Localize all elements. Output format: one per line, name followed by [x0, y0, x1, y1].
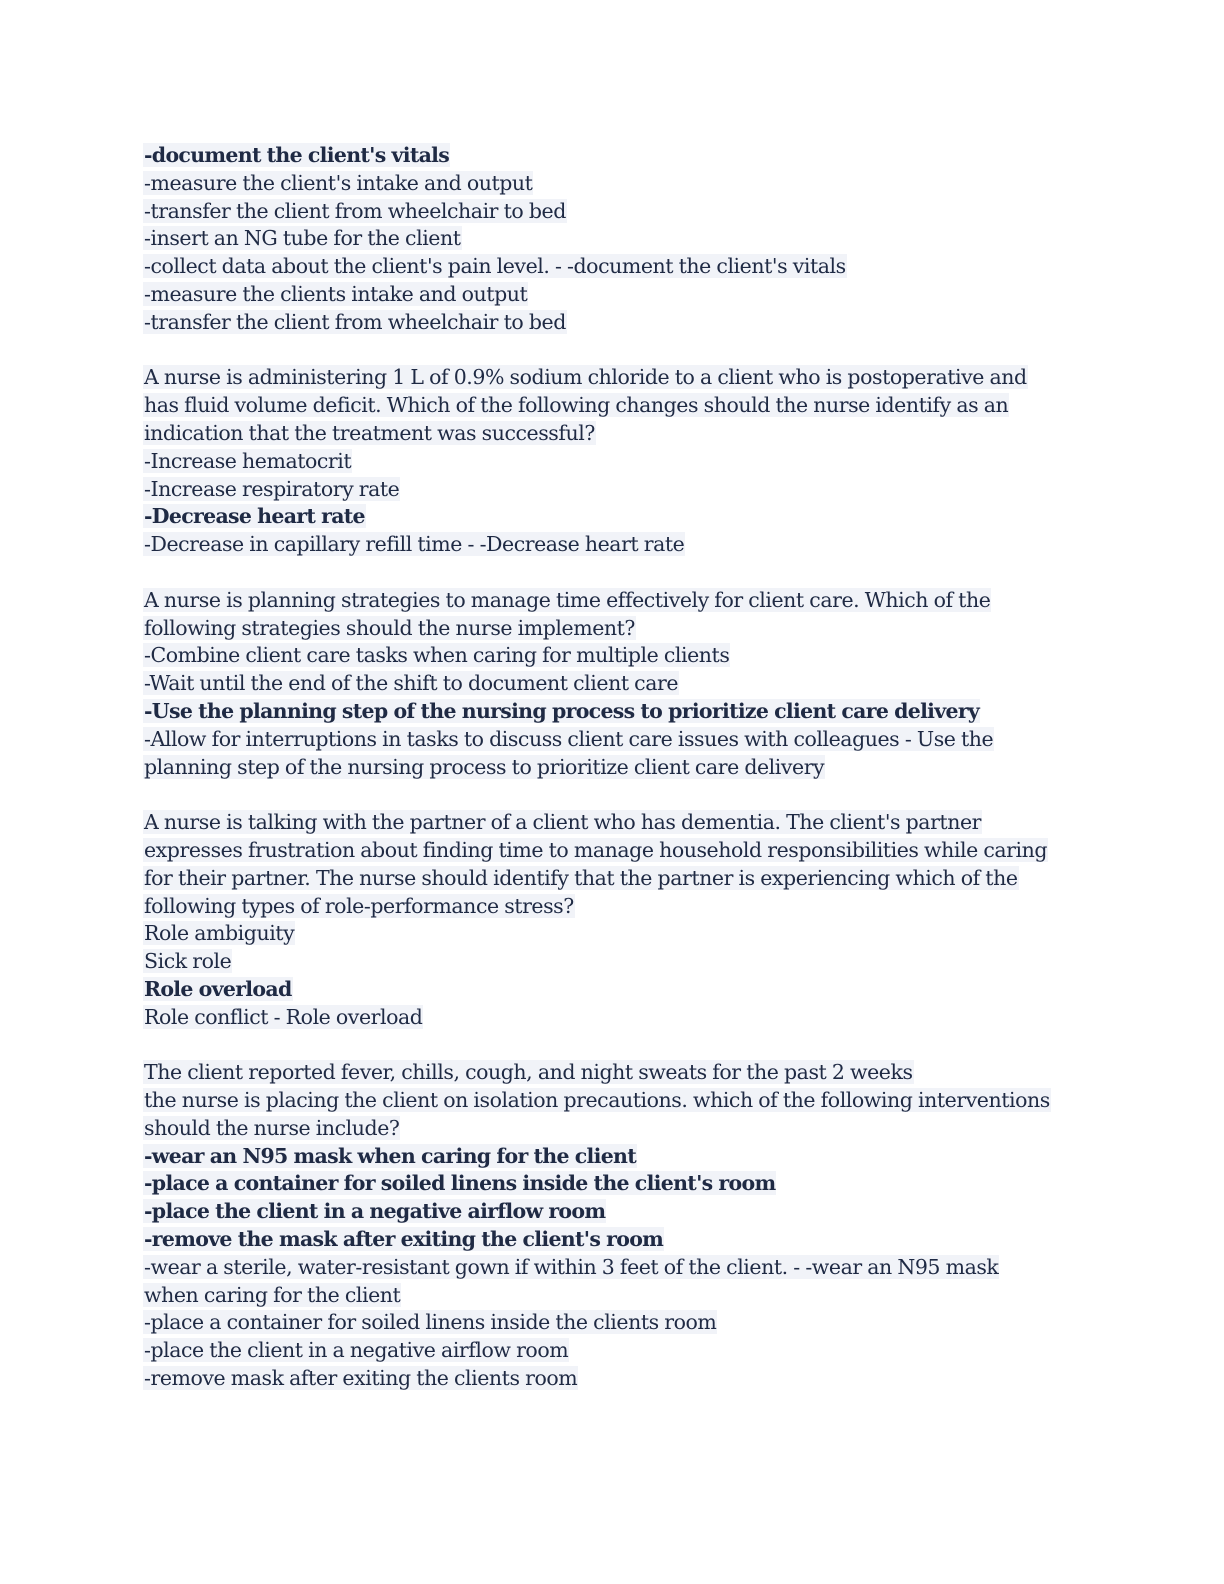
line-text: -Allow for interruptions in tasks to discuss client care issues with colleagues - Use the	[144, 726, 994, 751]
line-text: -place a container for soiled linens inside the client's room	[144, 1171, 776, 1196]
text-line	[143, 587, 1083, 615]
line-text: when caring for the client	[144, 1282, 401, 1307]
line-text: -Increase hematocrit	[144, 448, 352, 473]
answer-line	[143, 1198, 1083, 1226]
text-line	[143, 754, 1083, 782]
line-text: should the nurse include?	[144, 1115, 400, 1140]
text-line	[143, 1282, 1083, 1310]
text-line	[143, 615, 1083, 643]
line-text: -place a container for soiled linens inside the clients room	[144, 1310, 717, 1335]
line-text: -measure the client's intake and output	[144, 170, 533, 195]
text-line	[143, 309, 1083, 337]
text-line	[143, 642, 1083, 670]
text-line	[143, 1365, 1083, 1393]
line-text: -wear an N95 mask when caring for the client	[144, 1143, 637, 1168]
line-text: -document the client's vitals	[144, 143, 450, 167]
line-text: A nurse is talking with the partner of a client who has dementia. The client's partner	[144, 810, 982, 835]
text-line	[143, 726, 1083, 754]
line-text: -Decrease in capillary refill time - -Decrease heart rate	[144, 532, 685, 557]
text-line	[143, 1059, 1083, 1087]
text-line	[143, 476, 1083, 504]
line-text: -place the client in a negative airflow room	[144, 1338, 569, 1363]
answer-line	[143, 698, 1083, 726]
text-line	[143, 448, 1083, 476]
line-text: -remove mask after exiting the clients room	[144, 1366, 578, 1391]
text-line	[143, 809, 1083, 837]
line-text: -Increase respiratory rate	[144, 476, 400, 501]
line-text: Role conflict - Role overload	[144, 1004, 423, 1029]
line-text: -place the client in a negative airflow room	[144, 1199, 606, 1224]
line-text: -Combine client care tasks when caring for multiple clients	[144, 643, 730, 668]
text-line	[143, 170, 1083, 198]
line-text: -wear a sterile, water-resistant gown if within 3 feet of the client. - -wear an N95 mask	[144, 1254, 999, 1279]
text-line	[143, 531, 1083, 559]
text-line	[143, 920, 1083, 948]
line-text: -collect data about the client's pain level. - -document the client's vitals	[144, 254, 846, 279]
line-text: -Use the planning step of the nursing process to prioritize client care delivery	[144, 698, 980, 723]
text-line	[143, 420, 1083, 448]
line-text: expresses frustration about finding time to manage household responsibilities while caring	[144, 837, 1048, 862]
text-line	[143, 225, 1083, 253]
line-text: for their partner. The nurse should identify that the partner is experiencing which of the	[144, 865, 1018, 890]
line-text: Role ambiguity	[144, 921, 295, 946]
line-text: A nurse is administering 1 L of 0.9% sodium chloride to a client who is postoperative and	[144, 365, 1027, 390]
answer-line	[143, 1170, 1083, 1198]
question-block	[143, 587, 1083, 782]
line-text: indication that the treatment was successful?	[144, 420, 595, 445]
line-text: the nurse is placing the client on isolation precautions. which of the following interventions	[144, 1088, 1050, 1113]
question-block	[143, 142, 1083, 337]
answer-line	[143, 976, 1083, 1004]
line-text: planning step of the nursing process to prioritize client care delivery	[144, 754, 825, 779]
text-line	[143, 281, 1083, 309]
text-line	[143, 1087, 1083, 1115]
line-text: -remove the mask after exiting the client's room	[144, 1227, 664, 1252]
text-line	[143, 198, 1083, 226]
line-text: Role overload	[144, 976, 292, 1001]
text-line	[143, 865, 1083, 893]
answer-line	[143, 1226, 1083, 1254]
line-text: following strategies should the nurse implement?	[144, 615, 635, 640]
question-block	[143, 809, 1083, 1031]
text-line	[143, 253, 1083, 281]
line-text: -transfer the client from wheelchair to bed	[144, 198, 566, 223]
answer-line	[143, 142, 1083, 170]
text-line	[143, 1004, 1083, 1032]
document-page	[143, 142, 1083, 1421]
text-line	[143, 837, 1083, 865]
line-text: -Wait until the end of the shift to document client care	[144, 671, 679, 696]
text-line	[143, 392, 1083, 420]
text-line	[143, 1254, 1083, 1282]
text-line	[143, 1309, 1083, 1337]
answer-line	[143, 503, 1083, 531]
line-text: Sick role	[144, 949, 232, 974]
line-text: -transfer the client from wheelchair to bed	[144, 309, 566, 334]
text-line	[143, 948, 1083, 976]
line-text: A nurse is planning strategies to manage time effectively for client care. Which of the	[144, 587, 991, 612]
line-text: -insert an NG tube for the client	[144, 226, 461, 251]
line-text: -measure the clients intake and output	[144, 281, 528, 306]
line-text: -Decrease heart rate	[144, 504, 365, 529]
text-line	[143, 364, 1083, 392]
question-block	[143, 1059, 1083, 1393]
line-text: The client reported fever, chills, cough, and night sweats for the past 2 weeks	[144, 1060, 913, 1085]
text-line	[143, 1337, 1083, 1365]
line-text: following types of role-performance stress?	[144, 893, 574, 918]
answer-line	[143, 1143, 1083, 1171]
question-block	[143, 364, 1083, 559]
line-text: has fluid volume deficit. Which of the following changes should the nurse identify as an	[144, 393, 1009, 418]
text-line	[143, 670, 1083, 698]
text-line	[143, 893, 1083, 921]
text-line	[143, 1115, 1083, 1143]
